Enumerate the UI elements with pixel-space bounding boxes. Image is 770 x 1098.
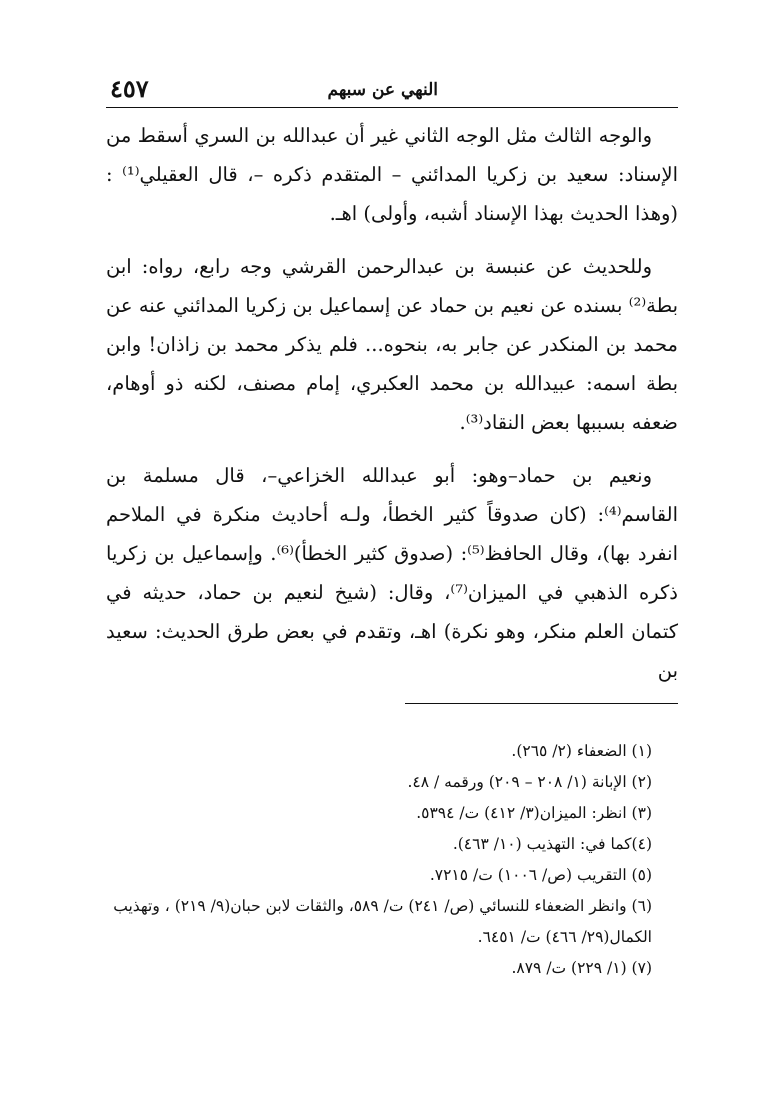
footnote: (٤)كما في: التهذيب (١٠/ ٤٦٣). — [452, 835, 652, 853]
footnote: (٥) التقريب (ص/ ١٠٠٦) ت/ ٧٢١٥. — [429, 866, 652, 884]
running-title: النهي عن سبهم — [327, 80, 438, 100]
main-text — [106, 116, 678, 704]
footnote: (٢) الإبانة (١/ ٢٠٨ – ٢٠٩) ورقمه / ٤٨. — [407, 773, 652, 791]
footnotes — [106, 736, 678, 984]
paragraph: ونعيم بن حماد–وهو: أبو عبدالله الخزاعي–، قال مسلمة بن القاسم⁽⁴⁾: (كان صدوقاً كثير الخطأ، ولـه أحاديث منكرة في الملاحم انفرد بها)، وقال الحافظ⁽⁵⁾: (صدوق كثير الخطأ)⁽⁶⁾. وإسماعيل بن زكريا ذكره الذهبي في الميزان⁽⁷⁾، وقال: (شيخ لنعيم بن حماد، حديثه في كتمان العلم منكر، وهو نكرة) اهـ، وتقدم في بعض طرق الحديث: سعيد بن — [106, 464, 678, 682]
footnote: (٣) انظر: الميزان(٣/ ٤١٢) ت/ ٥٣٩٤. — [416, 804, 652, 822]
paragraph: وللحديث عن عنبسة بن عبدالرحمن القرشي وجه رابع، رواه: ابن بطة⁽²⁾ بسنده عن نعيم بن حماد عن إسماعيل بن زكريا المدائني عنه عن محمد بن المنكدر عن جابر به، بنحوه... فلم يذكر محمد بن زاذان! وابن بطة اسمه: عبيدالله بن محمد العكبري، إمام مصنف، لكنه ذو أوهام، ضعفه بسببها بعض النقاد⁽³⁾. — [106, 255, 678, 434]
footnote-separator — [405, 703, 678, 704]
footnote: (١) الضعفاء (٢/ ٢٦٥). — [511, 742, 652, 760]
footnote: (٧) (١/ ٢٢٩) ت/ ٨٧٩. — [511, 959, 652, 977]
header-rule — [106, 107, 678, 108]
paragraph: والوجه الثالث مثل الوجه الثاني غير أن عبدالله بن السري أسقط من الإسناد: سعيد بن زكريا المدائني – المتقدم ذكره –، قال العقيلي⁽¹⁾ : (وهذا الحديث بهذا الإسناد أشبه، وأولى) اهـ. — [106, 124, 678, 225]
page-number: ٤٥٧ — [110, 74, 149, 103]
footnote: (٦) وانظر الضعفاء للنسائي (ص/ ٢٤١) ت/ ٥٨٩، والثقات لابن حبان(٩/ ٢١٩) ، وتهذيب الكمال(٢٩/ ٤٦٦) ت/ ٦٤٥١. — [113, 897, 652, 946]
page-header — [106, 74, 678, 104]
